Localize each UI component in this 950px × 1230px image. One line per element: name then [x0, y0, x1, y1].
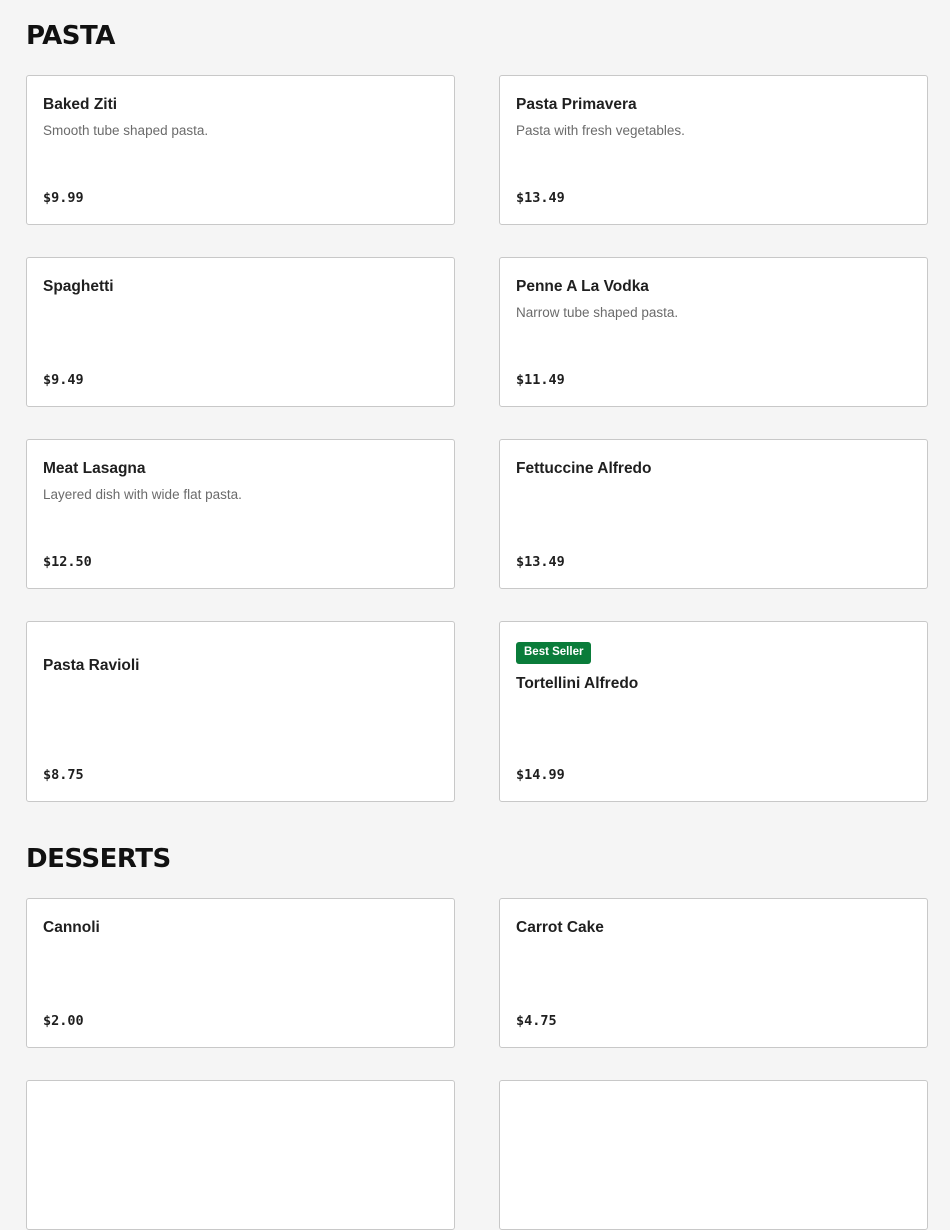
menu-item-card-partial[interactable]	[26, 1080, 455, 1230]
item-description: Pasta with fresh vegetables.	[516, 123, 685, 138]
item-price: $2.00	[43, 1013, 84, 1029]
item-name: Carrot Cake	[516, 919, 604, 936]
menu-item-card-penne-a-la-vodka[interactable]	[499, 257, 928, 407]
item-description: Narrow tube shaped pasta.	[516, 305, 679, 320]
menu-item-card-meat-lasagna[interactable]	[26, 439, 455, 589]
item-name: Spaghetti	[43, 278, 114, 295]
item-price: $13.49	[516, 190, 565, 206]
item-price: $14.99	[516, 767, 565, 783]
menu-item-card-pasta-ravioli[interactable]	[26, 621, 455, 802]
best-seller-badge: Best Seller	[516, 642, 591, 664]
item-price: $12.50	[43, 554, 92, 570]
menu-item-card-cannoli[interactable]	[26, 898, 455, 1048]
menu-item-card-partial[interactable]	[499, 1080, 928, 1230]
item-name: Baked Ziti	[43, 96, 118, 113]
menu-item-card-fettuccine-alfredo[interactable]	[499, 439, 928, 589]
item-name: Tortellini Alfredo	[516, 674, 639, 692]
item-name: Fettuccine Alfredo	[516, 460, 652, 477]
section-title-pasta: PASTA	[26, 21, 115, 51]
item-price: $11.49	[516, 372, 565, 388]
item-price: $13.49	[516, 554, 565, 570]
item-name: Penne A La Vodka	[516, 278, 649, 295]
item-name: Pasta Ravioli	[43, 657, 140, 674]
menu-item-card-pasta-primavera[interactable]	[499, 75, 928, 225]
item-description: Layered dish with wide flat pasta.	[43, 487, 242, 502]
menu-item-card-baked-ziti[interactable]	[26, 75, 455, 225]
item-price: $9.49	[43, 372, 84, 388]
item-name: Pasta Primavera	[516, 96, 637, 113]
menu-item-card-tortellini-alfredo[interactable]	[499, 621, 928, 802]
menu-item-card-carrot-cake[interactable]	[499, 898, 928, 1048]
menu-item-card-spaghetti[interactable]	[26, 257, 455, 407]
item-name: Cannoli	[43, 919, 100, 936]
item-description: Smooth tube shaped pasta.	[43, 123, 209, 138]
section-title-desserts: DESSERTS	[26, 844, 171, 874]
item-name: Meat Lasagna	[43, 460, 146, 477]
item-price: $4.75	[516, 1013, 557, 1029]
item-price: $8.75	[43, 767, 84, 783]
item-price: $9.99	[43, 190, 84, 206]
